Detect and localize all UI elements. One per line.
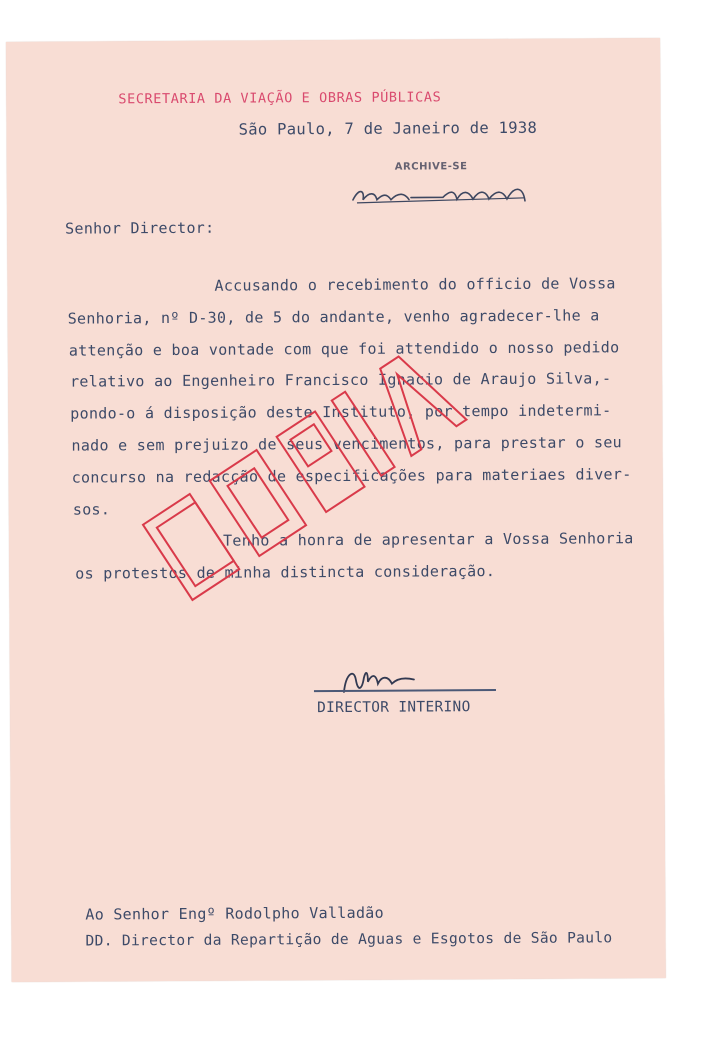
place-date: São Paulo, 7 de Janeiro de 1938 (238, 118, 538, 139)
signature (310, 661, 500, 702)
letter-sheet (6, 38, 666, 982)
body-line-7: concurso na redacção de especificações para materiaes diver- (71, 465, 632, 487)
body-line-6: nado e sem prejuizo de seus vencimentos, para prestar o seu (71, 433, 623, 455)
body-line-3: attenção e boa vontade com que foi attendido o nosso pedido (68, 338, 620, 360)
addressee-line-2: DD. Director da Repartição de Aguas e Esgotos de São Paulo (85, 929, 613, 950)
body-line-8: sos. (72, 500, 111, 519)
salutation: Senhor Director: (65, 218, 215, 238)
body-line-5: pondo-o á disposição deste Instituto, por tempo indetermi- (70, 401, 612, 423)
body-line-1: Accusando o recebimento do officio de Vossa (214, 274, 616, 295)
addressee-line-1: Ao Senhor Engº Rodolpho Valladão (85, 903, 384, 924)
handwritten-note (347, 179, 547, 210)
closing-line-1: Tenho a honra de apresentar a Vossa Senhoria (222, 529, 634, 550)
signature-title: DIRECTOR INTERINO (317, 699, 471, 717)
archive-stamp: ARCHIVE-SE (394, 161, 468, 173)
body-line-4: relativo ao Engenheiro Francisco Ignacio de Araujo Silva,- (70, 369, 612, 391)
letterhead: SECRETARIA DA VIAÇÃO E OBRAS PÚBLICAS (118, 89, 442, 108)
body-line-2: Senhoria, nº D-30, de 5 do andante, venho agradecer-lhe a (67, 306, 600, 328)
copy-stamp (118, 309, 480, 621)
closing-line-2: os protestos de minha distincta consideração. (75, 562, 496, 583)
